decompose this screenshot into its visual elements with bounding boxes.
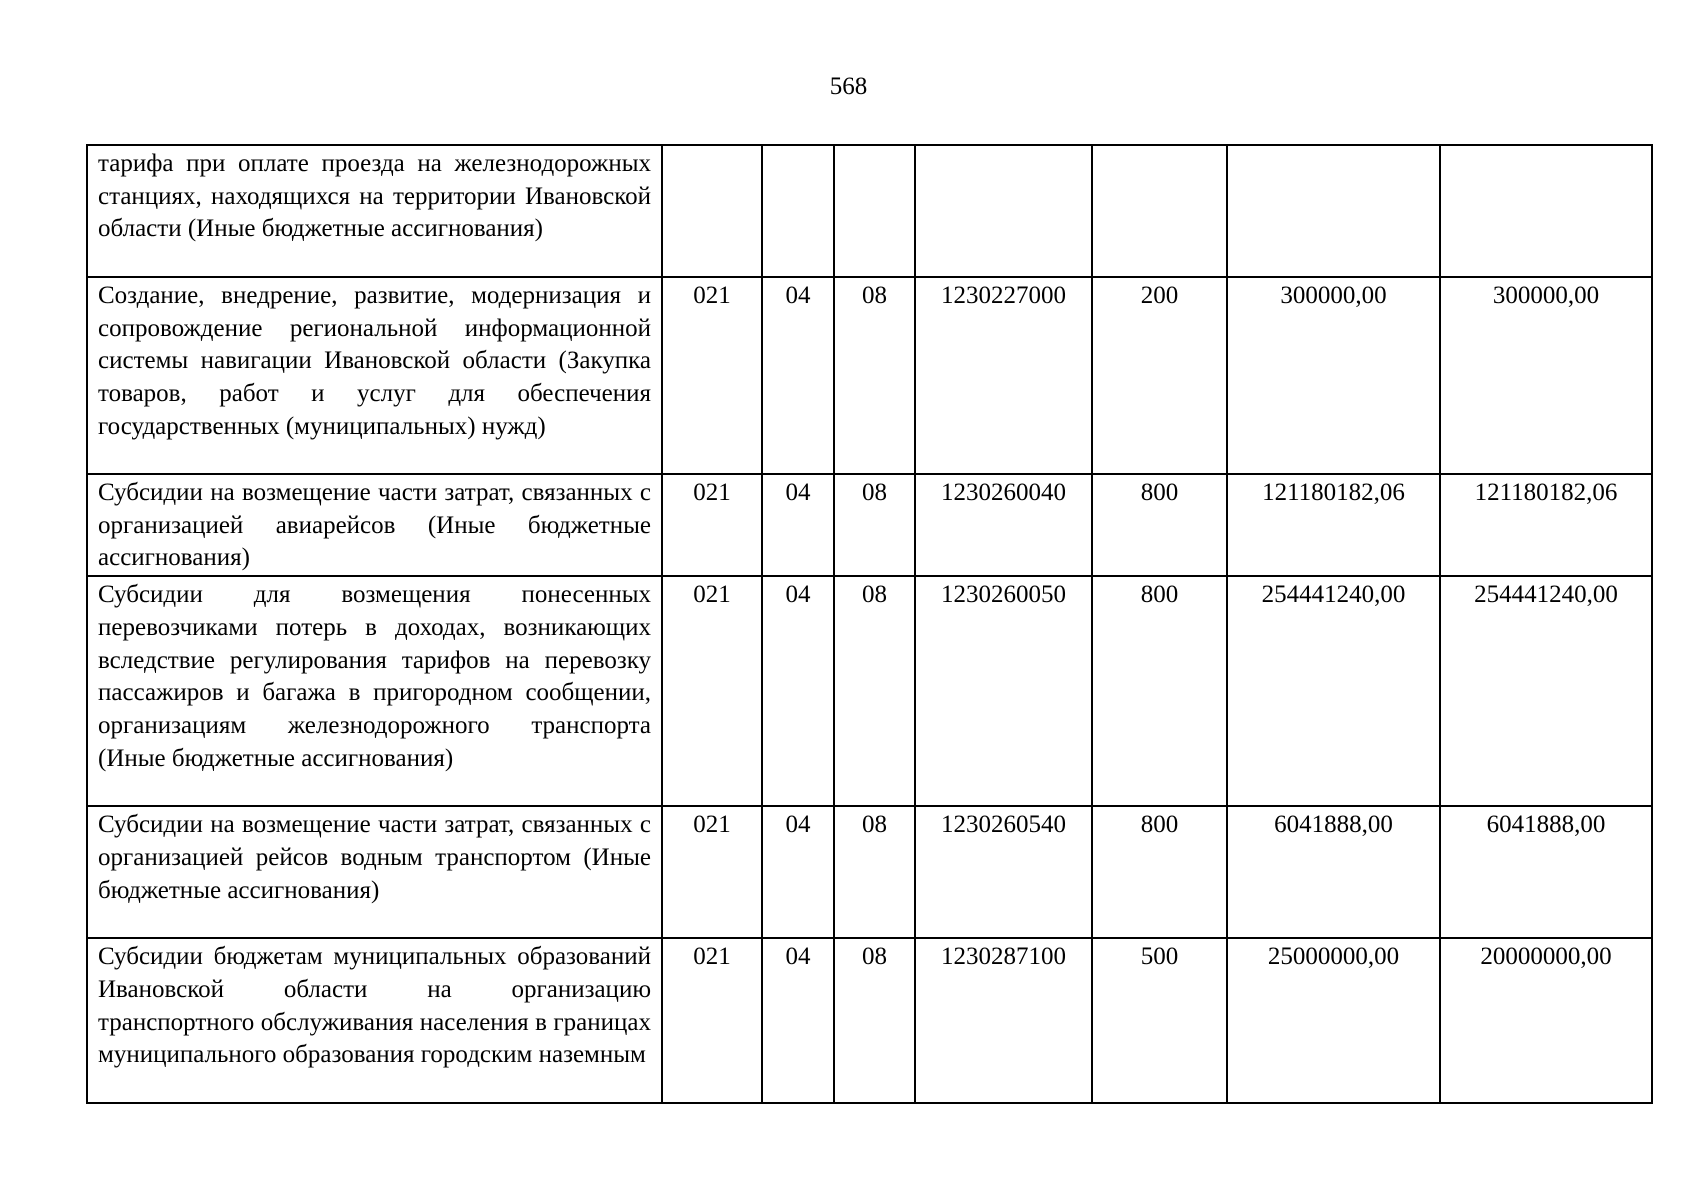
row-admin-code: 021 [662,576,762,806]
row-target-code: 1230227000 [915,277,1092,474]
table-row [87,277,1652,474]
page-number: 568 [829,73,868,100]
row-subsection-code [834,145,915,277]
row-subsection-code: 08 [834,576,915,806]
row-amount-2: 300000,00 [1440,277,1652,474]
row-amount-1: 6041888,00 [1227,806,1440,938]
budget-table [86,144,1653,1104]
row-section-code [762,145,834,277]
row-section-code: 04 [762,474,834,576]
row-amount-2: 254441240,00 [1440,576,1652,806]
row-expense-type-code [1092,145,1227,277]
row-amount-1: 121180182,06 [1227,474,1440,576]
row-expense-type-code: 800 [1092,806,1227,938]
row-section-code: 04 [762,576,834,806]
row-expense-type-code: 800 [1092,576,1227,806]
row-section-code: 04 [762,277,834,474]
table-row [87,145,1652,277]
row-description: Субсидии на возмещение части затрат, связанных с организацией рейсов водным транспортом (Иные бюджетные ассигнования) [87,806,662,938]
row-amount-2: 6041888,00 [1440,806,1652,938]
row-expense-type-code: 500 [1092,938,1227,1103]
row-admin-code [662,145,762,277]
row-subsection-code: 08 [834,277,915,474]
row-amount-2: 121180182,06 [1440,474,1652,576]
table-row [87,474,1652,576]
row-admin-code: 021 [662,474,762,576]
row-amount-1: 254441240,00 [1227,576,1440,806]
table-row [87,938,1652,1103]
row-section-code: 04 [762,806,834,938]
row-amount-1: 25000000,00 [1227,938,1440,1103]
row-target-code: 1230260040 [915,474,1092,576]
row-admin-code: 021 [662,806,762,938]
row-description: Создание, внедрение, развитие, модернизация и сопровождение региональной информационной системы навигации Ивановской области (Закупка товаров, работ и услуг для обеспечения государственных (муниципальных) нужд) [87,277,662,474]
row-expense-type-code: 200 [1092,277,1227,474]
table-row [87,806,1652,938]
row-subsection-code: 08 [834,806,915,938]
row-target-code [915,145,1092,277]
row-description: тарифа при оплате проезда на железнодорожных станциях, находящихся на территории Ивановской области (Иные бюджетные ассигнования) [87,145,662,277]
row-expense-type-code: 800 [1092,474,1227,576]
row-subsection-code: 08 [834,474,915,576]
row-amount-2: 20000000,00 [1440,938,1652,1103]
row-target-code: 1230287100 [915,938,1092,1103]
row-description: Субсидии бюджетам муниципальных образований Ивановской области на организацию транспортного обслуживания населения в границах муниципального образования городским наземным [87,938,662,1103]
row-section-code: 04 [762,938,834,1103]
row-description: Субсидии на возмещение части затрат, связанных с организацией авиарейсов (Иные бюджетные ассигнования) [87,474,662,576]
row-admin-code: 021 [662,938,762,1103]
row-admin-code: 021 [662,277,762,474]
table-row [87,576,1652,806]
row-subsection-code: 08 [834,938,915,1103]
row-amount-1: 300000,00 [1227,277,1440,474]
row-target-code: 1230260540 [915,806,1092,938]
row-target-code: 1230260050 [915,576,1092,806]
row-amount-2 [1440,145,1652,277]
row-amount-1 [1227,145,1440,277]
row-description: Субсидии для возмещения понесенных перевозчиками потерь в доходах, возникающих вследствие регулирования тарифов на перевозку пассажиров и багажа в пригородном сообщении, организациям железнодорожного транспорта (Иные бюджетные ассигнования) [87,576,662,806]
